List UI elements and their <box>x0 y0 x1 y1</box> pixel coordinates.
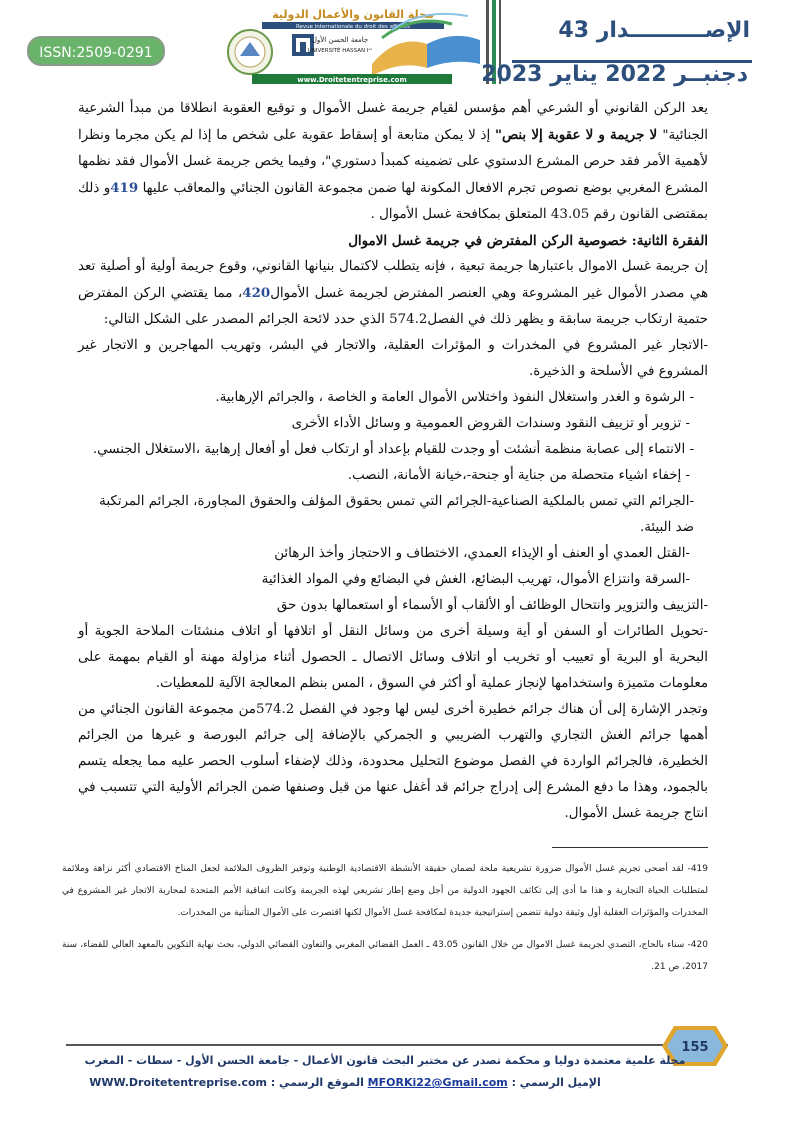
list-item: -السرقة وانتزاع الأموال، تهريب البضائع، الغش في البضائع وفي المواد الغذائية <box>261 572 690 587</box>
footnote-ref[interactable]: 420 <box>242 285 271 301</box>
list-item: - الانتماء إلى عصابة منظمة أنشئت أو وجدت للقيام بإعداد أو ارتكاب فعل أو أفعال إرهابية ،الاستغلال الجنسي. <box>92 442 694 457</box>
journal-banner <box>222 4 484 94</box>
list-item: -تحويل الطائرات أو السفن أو أية وسيلة أخرى من وسائل النقل أو اتلافها أو اتلاف منشئات الملاحة الجوية أو البحرية أو البرية أو تعييب أو تخريب أو اتلاف وسائل الاتصال ـ الحصول أثناء مزاولة مهنة أو القيام بمهمة على معلومات متميزة واستخدامها لإنجاز عملية أو أكثر في السوق ، المس بنظم المعالجة الآلية للمعطيات. <box>78 624 708 691</box>
list-item: - تزوير أو تزييف النقود وسندات القروض العمومية و وسائل الأداء الأخرى <box>291 416 690 431</box>
list-item: -التزييف والتزوير وانتحال الوظائف أو الألقاب أو الأسماء أو استعمالها بدون حق <box>276 598 708 613</box>
issue-date: دجنبــر 2022 يناير 2023 <box>481 62 748 87</box>
footnote: 420- سناء بالحاج، التصدي لجريمة غسل الاموال من خلال القانون 43.05 ـ العمل القضائي المغربي والتعاون القضائي الدولي، بحث نهاية التكوين بالمعهد العالي للقضاء، سنة 2017، ص 21. <box>62 940 708 972</box>
issue-number: الإصــــــــــدار 43 <box>558 18 750 43</box>
university-name-fr: UNIVERSITÉ HASSAN Iᵉʳ <box>307 48 373 54</box>
footnote-ref[interactable]: 419 <box>110 180 139 196</box>
footer-line <box>66 1044 728 1046</box>
banner-website: www.Droitetentreprise.com <box>297 76 407 84</box>
footnote-separator <box>552 847 708 848</box>
footer-contact-line: الإميل الرسمي : MFORKi22@Gmail.com الموقع الرسمي : WWW.Droitetentreprise.com <box>89 1076 601 1089</box>
paragraph: يعد الركن القانوني أو الشرعي أهم مؤسس لقيام جريمة غسل الأموال و توقيع العقوبة انطلاقا من مبدأ الشرعية الجنائية" لا جريمة و لا عقوبة إلا بنص" إذ لا يمكن متابعة أو إسقاط عقوبة على شخص ما إذا لم يكن مجرما ونظرا لأهمية الأمر فقد حرص المشرع الدستوي على تضمينه كمبدأ دستوري"، وفيما يخص جريمة غسل الأموال فقد نظمها المشرع المغربي بوضع نصوص تجرم الافعال المكونة لها ضمن مجموعة القانون الجنائي والمعاقب عليها 419و ذلك بمقتضى القانون رقم 43.05 المتعلق بمكافحة غسل الأموال . <box>78 101 708 222</box>
university-name: جامعة الحسن الأول <box>311 36 369 44</box>
paragraph: وتجدر الإشارة إلى أن هناك جرائم خطيرة أخرى ليس لها وجود في الفصل 574.2من مجموعة القانون الجنائي من أهمها جرائم الغش التجاري والتهرب الضريبي و الجمركي بالإضافة إلى جرائم البورصة و غيرها من الجرائم الخطيرة، فالجرائم الواردة في الفصل موضوع التحليل محدودة، وذلك لإضفاء أسلوب الحصر عليه مما يجعله يتسم بالجمود، وهذا ما دفع المشرع إلى إدراج جرائم قد أغفل عنها من قبل وصنفها ضمن الجرائم الأولية التي تتسبب في انتاج جريمة غسل الأموال. <box>78 702 708 821</box>
list-item: -الجرائم التي تمس بالملكية الصناعية-الجرائم التي تمس بحقوق المؤلف والحقوق المجاورة، الجرائم المرتكبة ضد البيئة. <box>99 494 694 535</box>
journal-name-ar: مجلة القانون والأعمال الدولية <box>272 8 434 21</box>
article-body <box>78 96 708 827</box>
page-number: 155 <box>681 1040 709 1055</box>
list-item: - إخفاء اشياء متحصلة من جناية أو جنحة-،خيانة الأمانة، النصب. <box>347 468 690 483</box>
footnote: 419- لقد أضحى تجريم غسل الأموال ضرورة تشريعية ملحة لضمان حقيقة الأنشطة الاقتصادية الوطنية وتوفير الظروف الملائمة لجعل المناخ الاقتصادي أكثر نزاهة وملائمة لمتطلبات الحياة التجارية و هذا ما أدى إلى تكاثف الجهود الدولية من أجل وضع إطار تشريعي لهذه الجريمة وكانت اتفاقية الأمم المتحدة لمحاربة الاتجار غير المشروع في المخدرات والمؤثرات العقلية أول وثيقة دولية تتضمن إستراتيجية جديدة لمكافحة غسل الأموال لكنها اقتصرت على الأموال المتأتية من المخدرات. <box>62 864 708 918</box>
footer-journal-line: مجلة علمية معتمدة دوليا و محكمة تصدر عن مختبر البحث قانون الأعمال - جامعة الحسن الأول - سطات - المغرب <box>84 1054 686 1067</box>
website-link[interactable]: WWW.Droitetentreprise.com <box>89 1076 267 1089</box>
section-heading: الفقرة الثانية: خصوصية الركن المفترض في جريمة غسل الاموال <box>348 233 708 249</box>
journal-name-fr: Revue internationale du droit des affaires <box>295 24 411 30</box>
list-item: -الاتجار غير المشروع في المخدرات و المؤثرات العقلية، والاتجار في البشر، وتهريب المهاجرين و الاتجار غير المشروع في الأسلحة و الذخيرة. <box>78 338 708 379</box>
list-item: - الرشوة و الغدر واستغلال النفوذ واختلاس الأموال العامة و الخاصة ، والجرائم الإرهابية. <box>215 390 694 405</box>
issn-badge: ISSN:2509-0291 <box>27 36 165 66</box>
law-seal-icon <box>228 30 272 74</box>
paragraph: إن جريمة غسل الاموال باعتبارها جريمة تبعية ، فإنه يتطلب لاكتمال بنيانها القانوني، وقوع جريمة أولية أو أصلية تعد هي مصدر الأموال غير المشروعة وهي العنصر المفترض لجريمة غسل الأموال420، مما يقتضي الركن المفترض حتمية ارتكاب جريمة سابقة و يظهر ذلك في الفصل574.2 الذي حدد لائحة الجرائم المصدر على الشكل التالي: <box>78 259 709 327</box>
email-link[interactable]: MFORKi22@Gmail.com <box>367 1076 508 1089</box>
footnotes <box>62 858 708 988</box>
list-item: -القتل العمدي أو العنف أو الإيذاء العمدي، الاختطاف و الاحتجاز وأخذ الرهائن <box>274 546 690 561</box>
